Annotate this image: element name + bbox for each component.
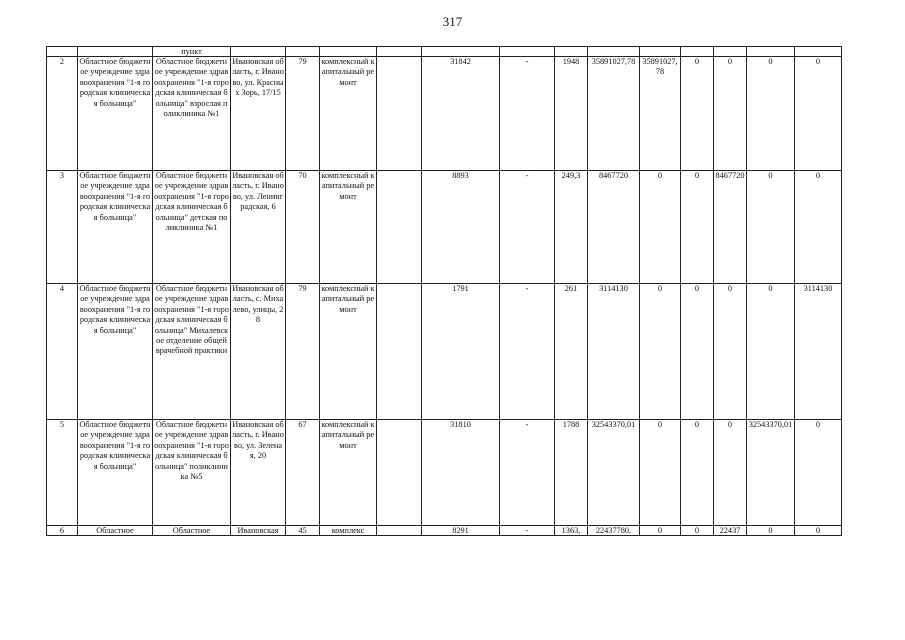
- value-cell: 0: [747, 171, 795, 284]
- address-cell: Ивановская: [231, 526, 286, 536]
- document-table: [46, 46, 842, 536]
- organization-cell: Областное бюджетное учреждение здравоохранения "1-я городская клиническая больница": [78, 171, 153, 284]
- empty-cell: [377, 171, 422, 284]
- organization-cell: Областное бюджетное учреждение здравоохранения "1-я городская клиническая больница": [78, 57, 153, 171]
- table-row: [47, 420, 842, 526]
- continued-text: пункт: [153, 47, 231, 57]
- value-cell: 0: [681, 171, 714, 284]
- value-cell: -: [500, 526, 555, 536]
- row-number: 4: [47, 284, 78, 420]
- value-cell: 0: [681, 284, 714, 420]
- address-cell: Ивановская область, г. Иваново, ул. Красных Зорь, 17/15: [231, 57, 286, 171]
- value-cell: 31842: [422, 57, 500, 171]
- facility-cell: Областное бюджетное учреждение здравоохранения "1-я городская клиническая больница" взрослая поликлиника №1: [153, 57, 231, 171]
- table-row: [47, 284, 842, 420]
- value-cell: 31810: [422, 420, 500, 526]
- value-cell: 1363,: [555, 526, 588, 536]
- value-cell: 8893: [422, 171, 500, 284]
- value-cell: 1948: [555, 57, 588, 171]
- table-row: [47, 526, 842, 536]
- year-cell: 79: [286, 57, 320, 171]
- address-cell: Ивановская область, г. Иваново, ул. Ленинградская, 6: [231, 171, 286, 284]
- value-cell: -: [500, 284, 555, 420]
- work-type-cell: комплекс: [320, 526, 377, 536]
- value-cell: 8467720: [714, 171, 747, 284]
- value-cell: 0: [681, 526, 714, 536]
- row-number: 3: [47, 171, 78, 284]
- value-cell: 22437780,: [588, 526, 640, 536]
- row-number: 2: [47, 57, 78, 171]
- value-cell: 32543370,01: [747, 420, 795, 526]
- value-cell: 0: [747, 284, 795, 420]
- row-number: 6: [47, 526, 78, 536]
- value-cell: 0: [714, 420, 747, 526]
- value-cell: 8291: [422, 526, 500, 536]
- value-cell: 0: [747, 57, 795, 171]
- value-cell: 261: [555, 284, 588, 420]
- work-type-cell: комплексный капитальный ремонт: [320, 284, 377, 420]
- table-row: [47, 171, 842, 284]
- facility-cell: Областное бюджетное учреждение здравоохранения "1-я городская клиническая больница" детская поликлиника №1: [153, 171, 231, 284]
- year-cell: 45: [286, 526, 320, 536]
- value-cell: 0: [714, 284, 747, 420]
- facility-cell: Областное бюджетное учреждение здравоохранения "1-я городская клиническая больница" Михалевское отделение общей врачебной практики: [153, 284, 231, 420]
- organization-cell: Областное бюджетное учреждение здравоохранения "1-я городская клиническая больница": [78, 420, 153, 526]
- facility-cell: Областное бюджетное учреждение здравоохранения "1-я городская клиническая больница" поликлиника №5: [153, 420, 231, 526]
- value-cell: 32543370,01: [588, 420, 640, 526]
- value-cell: 249,3: [555, 171, 588, 284]
- value-cell: -: [500, 57, 555, 171]
- empty-cell: [377, 284, 422, 420]
- empty-cell: [377, 57, 422, 171]
- address-cell: Ивановская область, с. Михалево, улицы, 28: [231, 284, 286, 420]
- value-cell: 0: [795, 526, 842, 536]
- value-cell: 35891027,78: [640, 57, 681, 171]
- value-cell: 0: [681, 57, 714, 171]
- value-cell: 0: [747, 526, 795, 536]
- value-cell: 0: [681, 420, 714, 526]
- year-cell: 79: [286, 284, 320, 420]
- organization-cell: Областное бюджетное учреждение здравоохранения "1-я городская клиническая больница": [78, 284, 153, 420]
- facility-cell: Областное: [153, 526, 231, 536]
- year-cell: 67: [286, 420, 320, 526]
- continuation-row: [47, 47, 842, 57]
- value-cell: 0: [640, 526, 681, 536]
- value-cell: 8467720: [588, 171, 640, 284]
- work-type-cell: комплексный капитальный ремонт: [320, 57, 377, 171]
- empty-cell: [377, 420, 422, 526]
- value-cell: 0: [795, 171, 842, 284]
- page-number: 317: [442, 14, 463, 29]
- value-cell: 0: [795, 420, 842, 526]
- value-cell: 3114130: [588, 284, 640, 420]
- value-cell: 0: [795, 57, 842, 171]
- value-cell: 0: [640, 284, 681, 420]
- value-cell: 0: [714, 57, 747, 171]
- year-cell: 70: [286, 171, 320, 284]
- value-cell: 1788: [555, 420, 588, 526]
- value-cell: 35891027,78: [588, 57, 640, 171]
- address-cell: Ивановская область, г. Иваново, ул. Зеленая, 20: [231, 420, 286, 526]
- value-cell: 0: [640, 420, 681, 526]
- row-number: 5: [47, 420, 78, 526]
- value-cell: 1791: [422, 284, 500, 420]
- work-type-cell: комплексный капитальный ремонт: [320, 171, 377, 284]
- empty-cell: [377, 526, 422, 536]
- organization-cell: Областное: [78, 526, 153, 536]
- value-cell: -: [500, 420, 555, 526]
- value-cell: 22437: [714, 526, 747, 536]
- value-cell: 0: [640, 171, 681, 284]
- table-row: [47, 57, 842, 171]
- value-cell: -: [500, 171, 555, 284]
- work-type-cell: комплексный капитальный ремонт: [320, 420, 377, 526]
- value-cell: 3114130: [795, 284, 842, 420]
